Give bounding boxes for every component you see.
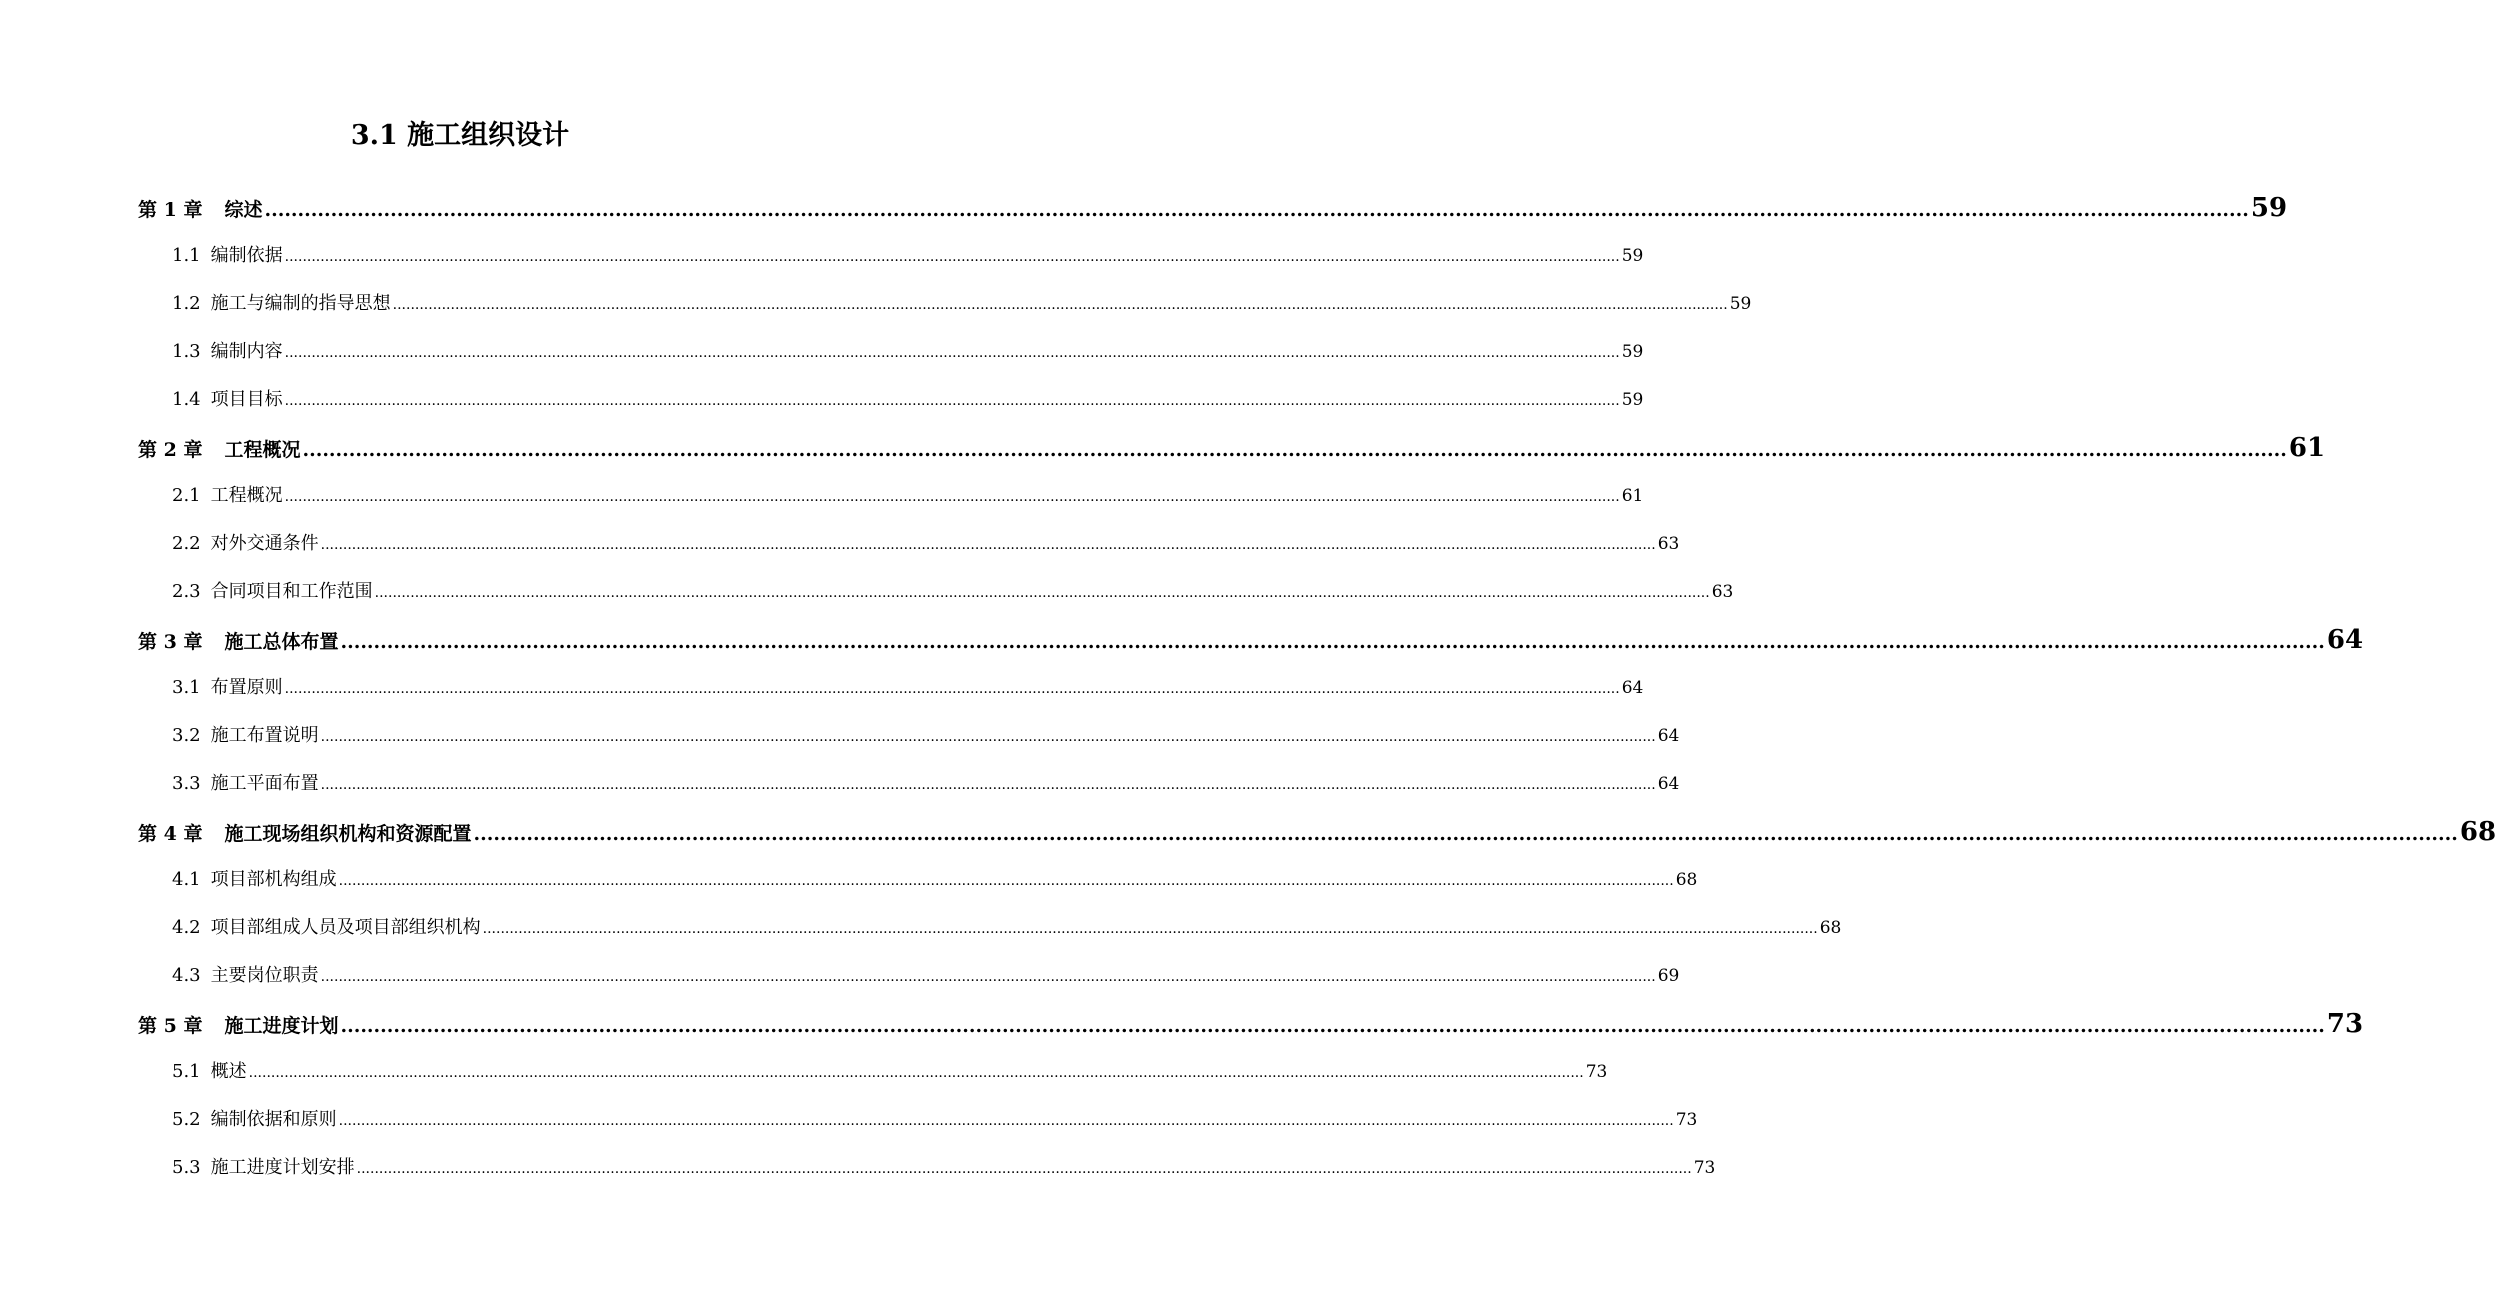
toc-entry-title: 综述: [224, 199, 263, 221]
toc-section-entry[interactable]: [0, 760, 1680, 808]
toc-page-number: 59: [1621, 390, 1644, 410]
toc-chapter-entry[interactable]: [0, 808, 2496, 856]
toc-dot-leader: ............................................................................................................................................................................................................................................................................................................: [248, 1065, 1584, 1081]
toc-page-number: 61: [2288, 433, 2326, 463]
toc-entry-title: 概述: [210, 1061, 247, 1082]
toc-section-entry[interactable]: [0, 568, 1734, 616]
toc-dot-leader: ............................................................................................................................................................................................................................................................................................................: [320, 537, 1656, 553]
toc-entry-number: 4.2: [172, 917, 201, 938]
toc-entry-title: 工程概况: [224, 439, 301, 461]
toc-section-entry[interactable]: [0, 1096, 1698, 1144]
toc-entry-title: 施工进度计划安排: [210, 1157, 355, 1178]
toc-dot-leader: ............................................................................................................................................................................................................................................................................................................: [284, 393, 1620, 409]
toc-entry-title: 施工与编制的指导思想: [210, 293, 391, 314]
toc-entry-number: 4.3: [172, 965, 201, 986]
toc-section-entry[interactable]: [0, 232, 1644, 280]
toc-dot-leader: ............................................................................................................................................................................................................................................................................................................: [302, 439, 2287, 461]
toc-dot-leader: ............................................................................................................................................................................................................................................................................................................: [338, 1113, 1674, 1129]
toc-entry-number: 第 4 章: [138, 823, 203, 845]
toc-entry-number: 5.3: [172, 1157, 201, 1178]
toc-section-entry[interactable]: [0, 520, 1680, 568]
toc-entry-title: 对外交通条件: [210, 533, 319, 554]
toc-page-number: 73: [1693, 1158, 1716, 1178]
toc-page-number: 73: [1675, 1110, 1698, 1130]
toc-entry-number: 3.1: [172, 677, 201, 698]
toc-dot-leader: ............................................................................................................................................................................................................................................................................................................: [264, 199, 2249, 221]
toc-entry-title: 编制依据: [210, 245, 283, 266]
toc-dot-leader: ............................................................................................................................................................................................................................................................................................................: [374, 585, 1710, 601]
toc-dot-leader: ............................................................................................................................................................................................................................................................................................................: [473, 823, 2458, 845]
toc-section-entry[interactable]: [0, 280, 1752, 328]
toc-page-number: 68: [1819, 918, 1842, 938]
toc-page-number: 59: [1621, 246, 1644, 266]
toc-section-entry[interactable]: [0, 472, 1644, 520]
toc-entry-number: 第 3 章: [138, 631, 203, 653]
toc-page-number: 64: [1657, 774, 1680, 794]
toc-section-entry[interactable]: [0, 328, 1644, 376]
toc-entry-number: 第 5 章: [138, 1015, 203, 1037]
page-title: 3.1 施工组织设计: [350, 120, 570, 151]
toc-entry-number: 4.1: [172, 869, 201, 890]
toc-entry-number: 3.3: [172, 773, 201, 794]
toc-dot-leader: ............................................................................................................................................................................................................................................................................................................: [320, 777, 1656, 793]
toc-entry-number: 1.2: [172, 293, 201, 314]
toc-entry-title: 项目目标: [210, 389, 283, 410]
toc-entry-title: 合同项目和工作范围: [210, 581, 373, 602]
toc-page-number: 59: [1729, 294, 1752, 314]
toc-entry-title: 主要岗位职责: [210, 965, 319, 986]
toc-entry-number: 1.4: [172, 389, 201, 410]
toc-entry-title: 项目部组成人员及项目部组织机构: [210, 917, 481, 938]
toc-chapter-entry[interactable]: [0, 424, 2326, 472]
toc-page-number: 63: [1657, 534, 1680, 554]
toc-dot-leader: ............................................................................................................................................................................................................................................................................................................: [284, 249, 1620, 265]
toc-dot-leader: ............................................................................................................................................................................................................................................................................................................: [340, 631, 2325, 653]
toc-dot-leader: ............................................................................................................................................................................................................................................................................................................: [320, 729, 1656, 745]
toc-section-entry[interactable]: [0, 904, 1842, 952]
toc-section-entry[interactable]: [0, 712, 1680, 760]
toc-entry-title: 工程概况: [210, 485, 283, 506]
toc-entry-title: 布置原则: [210, 677, 283, 698]
toc-entry-number: 2.3: [172, 581, 201, 602]
toc-section-entry[interactable]: [0, 1048, 1608, 1096]
toc-entry-number: 2.2: [172, 533, 201, 554]
toc-dot-leader: ............................................................................................................................................................................................................................................................................................................: [338, 873, 1674, 889]
toc-dot-leader: ............................................................................................................................................................................................................................................................................................................: [392, 297, 1728, 313]
toc-section-entry[interactable]: [0, 376, 1644, 424]
toc-entry-number: 1.3: [172, 341, 201, 362]
toc-entry-number: 第 2 章: [138, 439, 203, 461]
toc-page-number: 61: [1621, 486, 1644, 506]
toc-page-number: 63: [1711, 582, 1734, 602]
toc-entry-title: 编制依据和原则: [210, 1109, 337, 1130]
toc-entry-title: 施工总体布置: [224, 631, 339, 653]
toc-dot-leader: ............................................................................................................................................................................................................................................................................................................: [340, 1015, 2325, 1037]
toc-dot-leader: ............................................................................................................................................................................................................................................................................................................: [356, 1161, 1692, 1177]
toc-entry-title: 施工现场组织机构和资源配置: [224, 823, 472, 845]
toc-section-entry[interactable]: [0, 952, 1680, 1000]
toc-page-number: 68: [1675, 870, 1698, 890]
toc-page-number: 59: [1621, 342, 1644, 362]
toc-dot-leader: ............................................................................................................................................................................................................................................................................................................: [482, 921, 1818, 937]
toc-entry-number: 5.1: [172, 1061, 201, 1082]
toc-entry-number: 5.2: [172, 1109, 201, 1130]
toc-entry-number: 1.1: [172, 245, 201, 266]
toc-page-number: 68: [2459, 817, 2496, 847]
toc-page-number: 64: [1621, 678, 1644, 698]
toc-chapter-entry[interactable]: [0, 184, 2288, 232]
toc-section-entry[interactable]: [0, 664, 1644, 712]
toc-page-number: 64: [1657, 726, 1680, 746]
toc-page-number: 69: [1657, 966, 1680, 986]
toc-entry-title: 项目部机构组成: [210, 869, 337, 890]
toc-section-entry[interactable]: [0, 1144, 1716, 1192]
toc-entry-number: 第 1 章: [138, 199, 203, 221]
toc-entry-title: 施工布置说明: [210, 725, 319, 746]
toc-dot-leader: ............................................................................................................................................................................................................................................................................................................: [284, 489, 1620, 505]
toc-page-number: 64: [2326, 625, 2364, 655]
toc-dot-leader: ............................................................................................................................................................................................................................................................................................................: [284, 345, 1620, 361]
toc-entry-number: 2.1: [172, 485, 201, 506]
toc-chapter-entry[interactable]: [0, 1000, 2364, 1048]
toc-chapter-entry[interactable]: [0, 616, 2364, 664]
table-of-contents: [0, 184, 2496, 1192]
toc-entry-title: 施工进度计划: [224, 1015, 339, 1037]
toc-page-number: 73: [1585, 1062, 1608, 1082]
toc-section-entry[interactable]: [0, 856, 1698, 904]
toc-dot-leader: ............................................................................................................................................................................................................................................................................................................: [284, 681, 1620, 697]
toc-entry-number: 3.2: [172, 725, 201, 746]
toc-page-number: 73: [2326, 1009, 2364, 1039]
toc-entry-title: 编制内容: [210, 341, 283, 362]
toc-entry-title: 施工平面布置: [210, 773, 319, 794]
toc-dot-leader: ............................................................................................................................................................................................................................................................................................................: [320, 969, 1656, 985]
toc-page-number: 59: [2250, 193, 2288, 223]
